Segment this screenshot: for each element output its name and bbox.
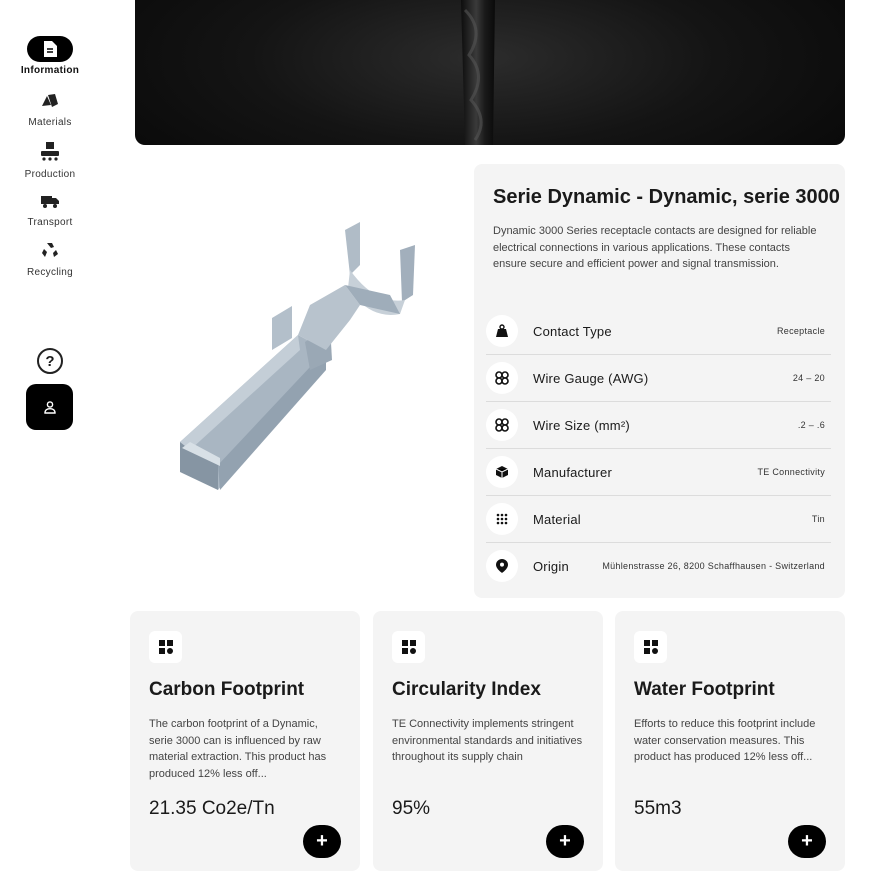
spec-label: Origin xyxy=(533,559,569,574)
spec-label: Wire Size (mm²) xyxy=(533,418,630,433)
spec-value: Tin xyxy=(811,514,825,524)
wire-icon xyxy=(486,409,518,441)
card-description: TE Connectivity implements stringent environmental standards and initiatives throughout its supply chain xyxy=(392,718,583,763)
card-value: 95% xyxy=(392,798,431,819)
spec-row-origin xyxy=(486,543,831,590)
spec-value: TE Connectivity xyxy=(757,467,825,477)
water-footprint-card xyxy=(615,611,845,871)
spec-label: Manufacturer xyxy=(533,465,612,480)
sidebar-item-production[interactable] xyxy=(0,140,100,180)
spec-value: Mühlenstrasse 26, 8200 Schaffhausen - Switzerland xyxy=(602,561,825,571)
spec-label: Wire Gauge (AWG) xyxy=(533,371,649,386)
product-description: Dynamic 3000 Series receptacle contacts are designed for reliable electrical connections in various applications. These contacts ensure secure and efficient power and signal transmission. xyxy=(493,225,817,270)
help-button[interactable] xyxy=(37,348,63,374)
carbon-footprint-card xyxy=(130,611,360,871)
sidebar xyxy=(0,0,100,884)
sidebar-item-label: Materials xyxy=(28,117,72,128)
card-title: Carbon Footprint xyxy=(149,679,305,700)
card-title: Circularity Index xyxy=(392,679,541,700)
user-icon xyxy=(43,400,57,414)
add-button[interactable]: + xyxy=(546,825,584,858)
card-description: Efforts to reduce this footprint include water conservation measures. This product has produced 12% less off... xyxy=(634,718,816,763)
widgets-icon xyxy=(392,631,425,663)
spec-label: Material xyxy=(533,512,581,527)
sidebar-item-information[interactable] xyxy=(0,36,100,76)
wire-icon xyxy=(486,362,518,394)
product-info-panel xyxy=(474,164,845,598)
truck-icon xyxy=(39,190,61,212)
product-image xyxy=(160,210,430,500)
spec-value: .2 – .6 xyxy=(797,420,825,430)
sidebar-item-transport[interactable] xyxy=(0,190,100,228)
hero-image xyxy=(135,0,845,145)
sidebar-item-materials[interactable] xyxy=(0,90,100,128)
production-icon xyxy=(39,140,61,162)
card-description: The carbon footprint of a Dynamic, serie 3000 can is influenced by raw material extraction. This product has produced 12% less off... xyxy=(149,718,327,780)
location-pin-icon xyxy=(486,550,518,582)
recycle-icon xyxy=(39,239,61,261)
add-button[interactable]: + xyxy=(303,825,341,858)
widgets-icon xyxy=(149,631,182,663)
spec-row-material xyxy=(486,496,831,543)
box-icon xyxy=(486,456,518,488)
spec-row-manufacturer xyxy=(486,449,831,496)
sidebar-item-recycling[interactable] xyxy=(0,239,100,278)
materials-icon xyxy=(39,90,61,112)
product-title: Serie Dynamic - Dynamic, serie 3000 xyxy=(493,186,840,208)
card-value: 21.35 Co2e/Tn xyxy=(149,798,275,819)
widgets-icon xyxy=(634,631,667,663)
spec-row-contact-type xyxy=(486,308,831,355)
document-icon xyxy=(27,36,73,62)
spec-value: 24 – 20 xyxy=(792,373,825,383)
spec-value: Receptacle xyxy=(776,326,825,336)
help-icon: ? xyxy=(45,352,55,370)
card-value: 55m3 xyxy=(634,798,682,819)
spec-row-wire-gauge xyxy=(486,355,831,402)
circularity-index-card xyxy=(373,611,603,871)
sidebar-item-label: Recycling xyxy=(26,267,74,278)
spec-row-wire-size xyxy=(486,402,831,449)
sidebar-item-label: Information xyxy=(20,65,80,76)
spec-label: Contact Type xyxy=(533,324,612,339)
user-button[interactable] xyxy=(26,384,73,430)
sidebar-item-label: Production xyxy=(24,169,76,180)
sidebar-item-label: Transport xyxy=(27,217,73,228)
add-button[interactable]: + xyxy=(788,825,826,858)
weight-icon xyxy=(486,315,518,347)
card-title: Water Footprint xyxy=(634,679,775,700)
dots-grid-icon xyxy=(486,503,518,535)
